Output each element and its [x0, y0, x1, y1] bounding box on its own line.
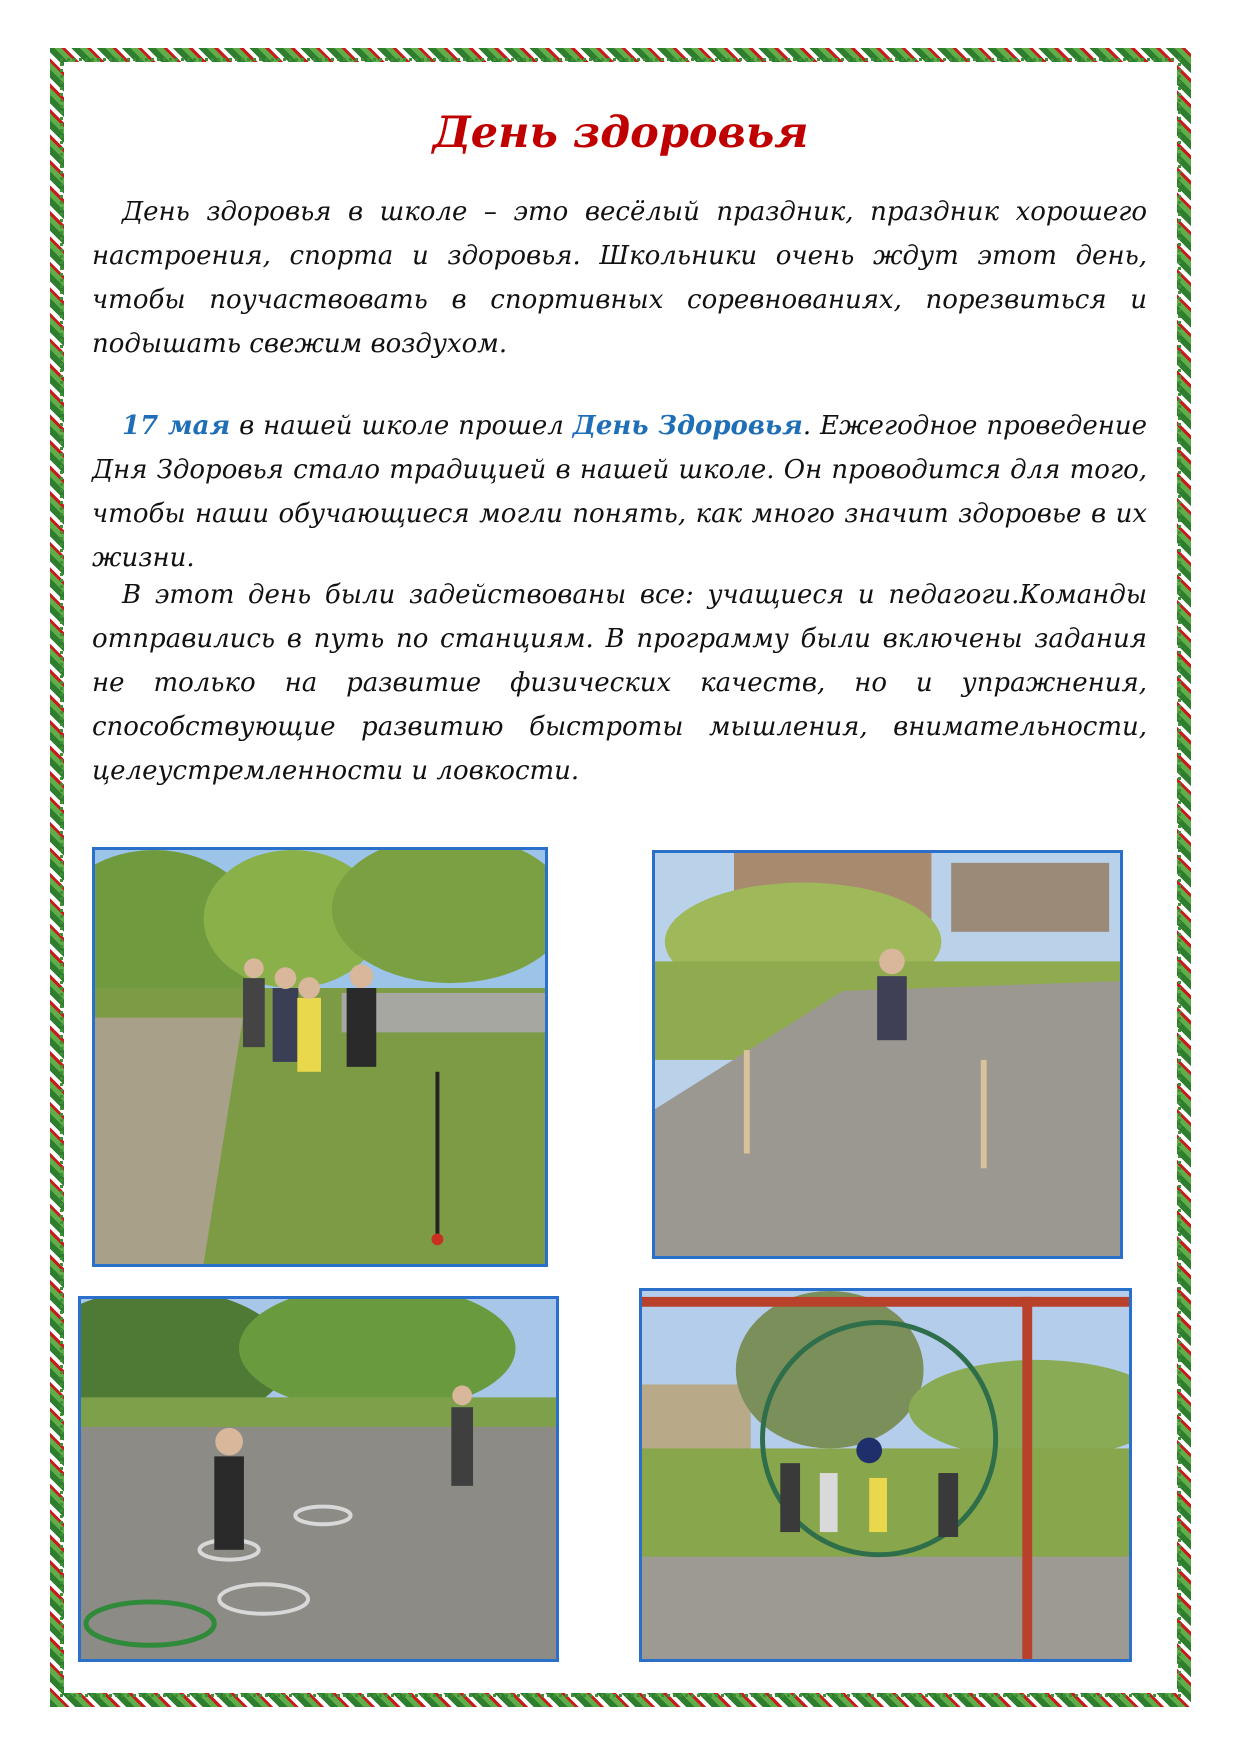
page-title: День здоровья [432, 108, 809, 158]
photo-ball-hoop [639, 1288, 1132, 1662]
photo-walking-children [92, 847, 548, 1267]
event-date: 17 мая [122, 411, 231, 441]
paragraph-intro: День здоровья в школе – это весёлый праздник, праздник хорошего настроения, спорта и здоровья. Школьники очень ждут этот день, чтобы поучаствовать в спортивных соревнованиях, порезвиться и подышать свежим воздухом. [92, 197, 1147, 359]
event-name: День Здоровья [572, 411, 803, 441]
paragraph-event [92, 404, 1147, 580]
paragraph-event-text-1: в нашей школе прошел [230, 411, 573, 441]
paragraph-event-text-2: . Ежегодное проведение Дня Здоровья стало традицией в нашей школе. Он проводится для того, чтобы наши обучающиеся могли понять, как много значит здоровье в их жизни. [92, 411, 1147, 573]
photo-running-boy [652, 850, 1123, 1259]
paragraph-program: В этот день были задействованы все: учащиеся и педагоги.Команды отправились в путь по станциям. В программу были включены задания не только на развитие физических качеств, но и упражнения, способствующие развитию быстроты мышления, внимательности, целеустремленности и ловкости. [92, 580, 1147, 786]
photo-hoop-jumping [78, 1296, 559, 1662]
